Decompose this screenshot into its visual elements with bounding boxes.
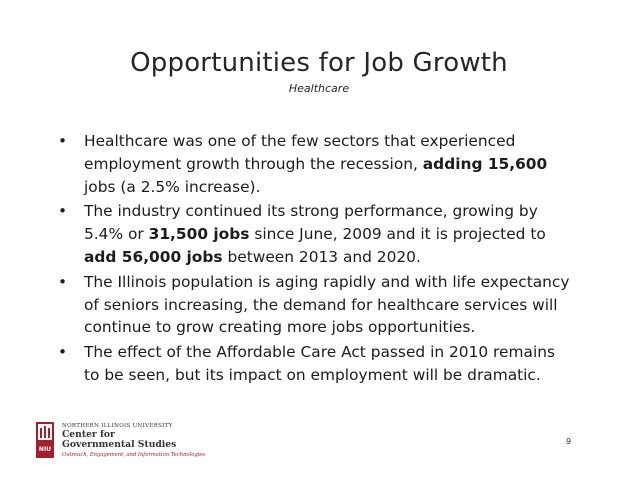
bullet-text: jobs (a 2.5% increase). — [84, 177, 261, 196]
bullet-line — [84, 246, 598, 269]
bullet-text: The Illinois population is aging rapidly and with life expectancy — [84, 272, 570, 291]
bullet-emphasis: adding 15,600 — [422, 154, 548, 173]
bullet-line — [84, 316, 598, 339]
bullet-text: since June, 2009 and it is projected to — [249, 225, 546, 244]
cgs-logo — [36, 422, 236, 466]
bullet-line — [84, 176, 598, 199]
bullet-text: of seniors increasing, the demand for healthcare services will — [84, 295, 558, 314]
bullet-item — [58, 271, 598, 339]
bullet-text: 5.4% or — [84, 225, 149, 244]
bullet-line — [84, 153, 598, 176]
bullet-line — [84, 341, 598, 364]
bullet-emphasis: 31,500 jobs — [148, 225, 250, 244]
logo-tagline: Outreach, Engagement, and Information Technologies — [62, 452, 206, 458]
bullet-text: between 2013 and 2020. — [222, 247, 421, 266]
bullet-text: continue to grow creating more jobs opportunities. — [84, 318, 476, 337]
bullet-marker: • — [58, 132, 68, 150]
seal-text: NIU — [38, 446, 52, 453]
logo-name-line1: Center for — [62, 429, 115, 440]
bullet-marker: • — [58, 343, 68, 362]
bullet-list — [58, 130, 598, 389]
logo-name — [62, 430, 176, 450]
bullet-item — [58, 130, 598, 198]
bullet-item — [58, 341, 598, 387]
bullet-line — [84, 130, 598, 153]
logo-name-line2: Governmental Studies — [62, 439, 177, 450]
slide-title: Opportunities for Job Growth — [130, 48, 508, 78]
bullet-text: to be seen, but its impact on employment will be dramatic. — [84, 365, 541, 384]
bullet-emphasis: add 56,000 jobs — [84, 247, 223, 266]
page-number: 9 — [566, 437, 572, 446]
niu-seal-icon — [36, 422, 54, 458]
bullet-text: employment growth through the recession, — [84, 154, 423, 173]
slide-subtitle: Healthcare — [288, 82, 350, 95]
bullet-marker: • — [58, 202, 68, 221]
bullet-marker: • — [58, 272, 68, 291]
bullet-text: The effect of the Affordable Care Act passed in 2010 remains — [84, 343, 555, 362]
bullet-text: The industry continued its strong performance, growing by — [84, 202, 538, 221]
bullet-item — [58, 200, 598, 268]
bullet-line — [84, 271, 598, 294]
bullet-line — [84, 223, 598, 246]
bullet-text: Healthcare was one of the few sectors that experienced — [84, 132, 516, 150]
bullet-line — [84, 364, 598, 387]
bullet-line — [84, 294, 598, 317]
bullet-line — [84, 200, 598, 223]
logo-university: NORTHERN ILLINOIS UNIVERSITY — [62, 423, 173, 429]
